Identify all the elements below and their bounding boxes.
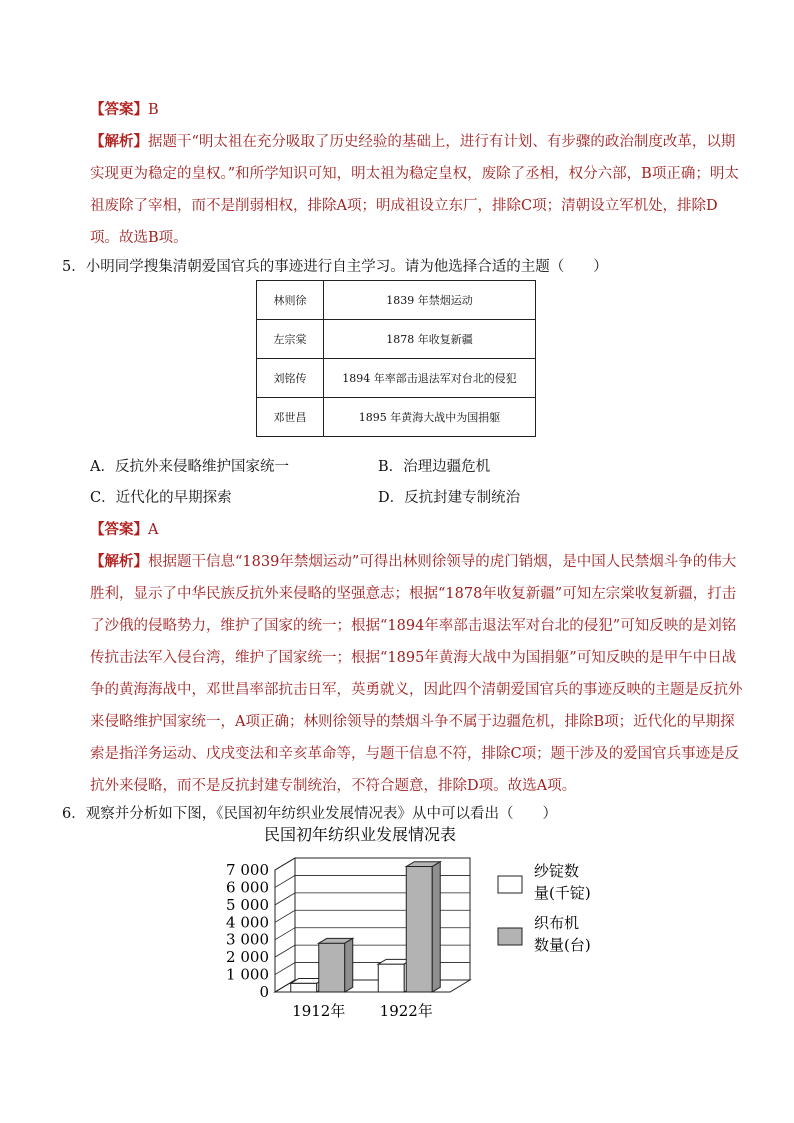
textile-chart	[180, 822, 620, 1022]
bar-front	[406, 867, 432, 992]
table-row	[257, 320, 536, 359]
table-cell-name: 邓世昌	[257, 398, 324, 437]
bar-front	[291, 983, 317, 992]
bar-front	[319, 943, 345, 992]
question-number: 5．	[62, 259, 86, 275]
question-number: 6．	[62, 806, 86, 822]
table-cell-name: 刘铭传	[257, 359, 324, 398]
table-cell-event: 1839 年禁烟运动	[324, 281, 536, 320]
table-row	[257, 398, 536, 437]
q5-analysis-line-2: 胜利，显示了中华民族反抗外来侵略的坚强意志；根据“1878年收复新疆”可知左宗棠收复新疆，打击	[90, 586, 737, 602]
bar-front	[378, 964, 404, 992]
y-tick-label: 5 000	[226, 895, 269, 914]
y-tick-label: 0	[259, 983, 269, 1001]
option-b: B．治理边疆危机	[378, 459, 491, 475]
legend-label: 数量(台)	[534, 936, 591, 954]
q4-analysis-line-2: 实现更为稳定的皇权。”和所学知识可知，明太祖为稳定皇权，废除了丞相，权分六部，B项正确；明太	[90, 166, 739, 182]
option-a: A．反抗外来侵略维护国家统一	[90, 459, 289, 475]
bar-side	[345, 938, 353, 992]
answer-tag: 【答案】	[90, 101, 148, 118]
table-row	[257, 281, 536, 320]
analysis-text: 根据题干信息“1839年禁烟运动”可得出林则徐领导的虎门销烟，是中国人民禁烟斗争的伟大	[148, 554, 737, 570]
q4-analysis-line-3: 祖废除了宰相，而不是削弱相权，排除A项；明成祖设立东厂，排除C项；清朝设立军机处，排除D	[90, 198, 718, 214]
analysis-tag: 【解析】	[90, 133, 148, 150]
q4-analysis-line-1	[90, 126, 736, 158]
answer-tag: 【答案】	[90, 521, 148, 538]
analysis-tag: 【解析】	[90, 553, 148, 570]
y-tick-label: 2 000	[226, 948, 269, 967]
bar-织布机数量(台)-1912年	[319, 938, 353, 992]
chart-title: 民国初年纺织业发展情况表	[263, 825, 457, 844]
y-tick-label: 1 000	[226, 965, 269, 984]
q5-analysis-line-3: 了沙俄的侵略势力，维护了国家的统一；根据“1894年率部击退法军对台北的侵犯”可知反映的是刘铭	[90, 618, 737, 634]
q4-answer-line	[90, 94, 730, 126]
y-tick-label: 3 000	[226, 930, 269, 949]
chart-side-wall	[275, 858, 295, 992]
q5-analysis-line-4: 传抗击法军入侵台湾，维护了国家统一；根据“1895年黄海大战中为国捐躯”可知反映的是甲午中日战	[90, 650, 737, 666]
option-d: D．反抗封建专制统治	[378, 490, 521, 506]
legend-swatch	[498, 876, 522, 893]
q5-analysis-line-6: 来侵略维护国家统一，A项正确；林则徐领导的禁烟斗争不属于边疆危机，排除B项；近代化的早期探	[90, 714, 735, 730]
q5-analysis-line-1	[90, 546, 737, 578]
y-tick-label: 7 000	[226, 861, 269, 879]
q5-stem	[62, 253, 608, 281]
x-category-label: 1912年	[292, 1002, 346, 1020]
q5-answer-line	[90, 514, 730, 546]
answer-value: A	[148, 522, 159, 538]
table-cell-event: 1878 年收复新疆	[324, 320, 536, 359]
q5-analysis-line-7: 索是指洋务运动、戊戌变法和辛亥革命等，与题干信息不符，排除C项；题干涉及的爱国官兵事迹是反	[90, 746, 740, 762]
table-row	[257, 359, 536, 398]
bar-织布机数量(台)-1922年	[406, 862, 440, 992]
table-cell-event: 1894 年率部击退法军对台北的侵犯	[324, 359, 536, 398]
bar-side	[432, 862, 440, 992]
option-c: C．近代化的早期探索	[90, 490, 232, 506]
question-text: 小明同学搜集清朝爱国官兵的事迹进行自主学习。请为他选择合适的主题（ ）	[85, 259, 608, 275]
y-tick-label: 6 000	[226, 878, 269, 897]
x-category-label: 1922年	[379, 1002, 433, 1020]
question-text: 观察并分析如下图，《民国初年纺织业发展情况表》从中可以看出（ ）	[85, 806, 557, 822]
table-cell-name: 左宗棠	[257, 320, 324, 359]
y-tick-label: 4 000	[226, 913, 269, 932]
q5-analysis-line-8: 抗外来侵略，而不是反抗封建专制统治，不符合题意，排除D项。故选A项。	[90, 778, 577, 794]
legend-label: 纱锭数	[534, 862, 580, 880]
analysis-text: 据题干“明太祖在充分吸取了历史经验的基础上，进行有计划、有步骤的政治制度改革，以期	[148, 134, 736, 150]
legend-swatch	[498, 928, 522, 945]
answer-value: B	[148, 102, 159, 118]
legend-label: 织布机	[534, 914, 580, 932]
table-cell-event: 1895 年黄海大战中为国捐躯	[324, 398, 536, 437]
legend-label: 量(千锭)	[534, 884, 591, 902]
table-cell-name: 林则徐	[257, 281, 324, 320]
q4-analysis-line-4: 项。故选B项。	[90, 230, 188, 246]
q5-analysis-line-5: 争的黄海海战中，邓世昌率部抗击日军，英勇就义，因此四个清朝爱国官兵的事迹反映的主题是反抗外	[90, 682, 743, 698]
officers-table	[256, 280, 536, 437]
